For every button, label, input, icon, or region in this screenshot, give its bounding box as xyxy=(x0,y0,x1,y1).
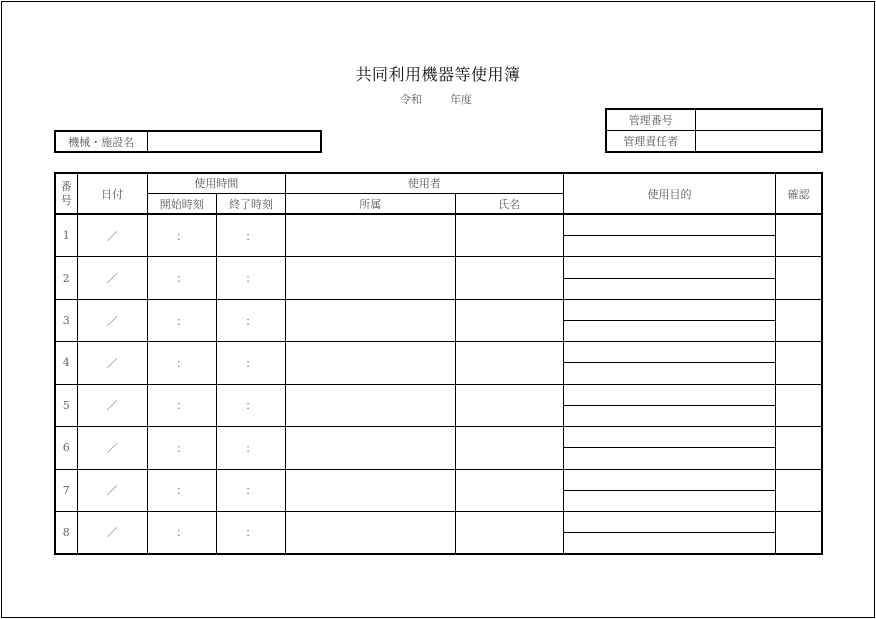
table-row xyxy=(55,342,822,363)
date-cell[interactable]: ／ xyxy=(77,469,147,511)
end-time-cell[interactable]: ： xyxy=(216,299,285,341)
name-cell[interactable] xyxy=(455,299,563,341)
table-row xyxy=(55,511,822,532)
table-row xyxy=(55,384,822,405)
confirm-cell[interactable] xyxy=(776,299,822,341)
end-time-cell[interactable]: ： xyxy=(216,384,285,426)
header-usage-time: 使用時間 xyxy=(147,173,285,193)
usage-log-table xyxy=(54,172,823,555)
affiliation-cell[interactable] xyxy=(286,257,455,299)
purpose-line-1[interactable] xyxy=(563,384,776,405)
equipment-label: 機械・施設名 xyxy=(55,131,147,152)
header-number-bottom: 号 xyxy=(60,193,72,207)
row-number: 5 xyxy=(55,384,77,426)
start-time-cell[interactable]: ： xyxy=(147,469,216,511)
purpose-line-2[interactable] xyxy=(563,448,776,469)
table-row xyxy=(55,469,822,490)
end-time-cell[interactable]: ： xyxy=(216,469,285,511)
row-number: 1 xyxy=(55,214,77,256)
affiliation-cell[interactable] xyxy=(286,384,455,426)
affiliation-cell[interactable] xyxy=(286,469,455,511)
date-cell[interactable]: ／ xyxy=(77,511,147,554)
header-number-top: 番 xyxy=(60,179,72,193)
table-row xyxy=(55,299,822,320)
date-cell[interactable]: ／ xyxy=(77,214,147,256)
start-time-cell[interactable]: ： xyxy=(147,342,216,384)
purpose-line-1[interactable] xyxy=(563,299,776,320)
name-cell[interactable] xyxy=(455,342,563,384)
management-number-field[interactable] xyxy=(695,109,822,131)
form-title: 共同利用機器等使用簿 xyxy=(355,65,521,84)
name-cell[interactable] xyxy=(455,214,563,256)
affiliation-cell[interactable] xyxy=(286,427,455,469)
affiliation-cell[interactable] xyxy=(286,342,455,384)
header-start-time: 開始時刻 xyxy=(147,193,216,214)
purpose-line-2[interactable] xyxy=(563,533,776,554)
row-number: 2 xyxy=(55,257,77,299)
date-cell[interactable]: ／ xyxy=(77,257,147,299)
start-time-cell[interactable]: ： xyxy=(147,257,216,299)
era-suffix: 年度 xyxy=(450,93,472,106)
start-time-cell[interactable]: ： xyxy=(147,427,216,469)
table-row xyxy=(55,214,822,235)
end-time-cell[interactable]: ： xyxy=(216,342,285,384)
usage-log-form xyxy=(1,1,875,618)
purpose-line-1[interactable] xyxy=(563,342,776,363)
purpose-line-2[interactable] xyxy=(563,278,776,299)
start-time-cell[interactable]: ： xyxy=(147,511,216,554)
date-cell[interactable]: ／ xyxy=(77,342,147,384)
table-row xyxy=(55,427,822,448)
date-cell[interactable]: ／ xyxy=(77,384,147,426)
management-table xyxy=(605,108,823,153)
header-user: 使用者 xyxy=(286,173,564,193)
start-time-cell[interactable]: ： xyxy=(147,384,216,426)
end-time-cell[interactable]: ： xyxy=(216,511,285,554)
affiliation-cell[interactable] xyxy=(286,214,455,256)
era-prefix: 令和 xyxy=(400,93,422,106)
confirm-cell[interactable] xyxy=(776,214,822,256)
equipment-field[interactable] xyxy=(147,131,321,152)
purpose-line-2[interactable] xyxy=(563,490,776,511)
name-cell[interactable] xyxy=(455,469,563,511)
purpose-line-2[interactable] xyxy=(563,363,776,384)
name-cell[interactable] xyxy=(455,384,563,426)
manager-field[interactable] xyxy=(695,131,822,153)
name-cell[interactable] xyxy=(455,427,563,469)
confirm-cell[interactable] xyxy=(776,257,822,299)
row-number: 3 xyxy=(55,299,77,341)
header-name: 氏名 xyxy=(455,193,563,214)
confirm-cell[interactable] xyxy=(776,511,822,554)
row-number: 7 xyxy=(55,469,77,511)
affiliation-cell[interactable] xyxy=(286,299,455,341)
row-number: 6 xyxy=(55,427,77,469)
management-number-label: 管理番号 xyxy=(606,109,695,131)
equipment-table xyxy=(54,130,322,153)
date-cell[interactable]: ／ xyxy=(77,427,147,469)
affiliation-cell[interactable] xyxy=(286,511,455,554)
end-time-cell[interactable]: ： xyxy=(216,427,285,469)
date-cell[interactable]: ／ xyxy=(77,299,147,341)
confirm-cell[interactable] xyxy=(776,469,822,511)
start-time-cell[interactable]: ： xyxy=(147,214,216,256)
header-purpose: 使用目的 xyxy=(563,173,776,214)
purpose-line-1[interactable] xyxy=(563,257,776,278)
manager-label: 管理責任者 xyxy=(606,131,695,153)
header-affiliation: 所属 xyxy=(286,193,455,214)
header-end-time: 終了時刻 xyxy=(216,193,285,214)
purpose-line-1[interactable] xyxy=(563,469,776,490)
table-row xyxy=(55,257,822,278)
purpose-line-1[interactable] xyxy=(563,427,776,448)
purpose-line-2[interactable] xyxy=(563,321,776,342)
purpose-line-1[interactable] xyxy=(563,214,776,235)
end-time-cell[interactable]: ： xyxy=(216,214,285,256)
end-time-cell[interactable]: ： xyxy=(216,257,285,299)
purpose-line-2[interactable] xyxy=(563,405,776,426)
name-cell[interactable] xyxy=(455,511,563,554)
row-number: 8 xyxy=(55,511,77,554)
confirm-cell[interactable] xyxy=(776,427,822,469)
name-cell[interactable] xyxy=(455,257,563,299)
header-confirm: 確認 xyxy=(776,173,822,214)
confirm-cell[interactable] xyxy=(776,342,822,384)
header-number xyxy=(55,173,77,214)
row-number: 4 xyxy=(55,342,77,384)
purpose-line-1[interactable] xyxy=(563,511,776,532)
start-time-cell[interactable]: ： xyxy=(147,299,216,341)
confirm-cell[interactable] xyxy=(776,384,822,426)
header-date: 日付 xyxy=(77,173,147,214)
purpose-line-2[interactable] xyxy=(563,236,776,257)
